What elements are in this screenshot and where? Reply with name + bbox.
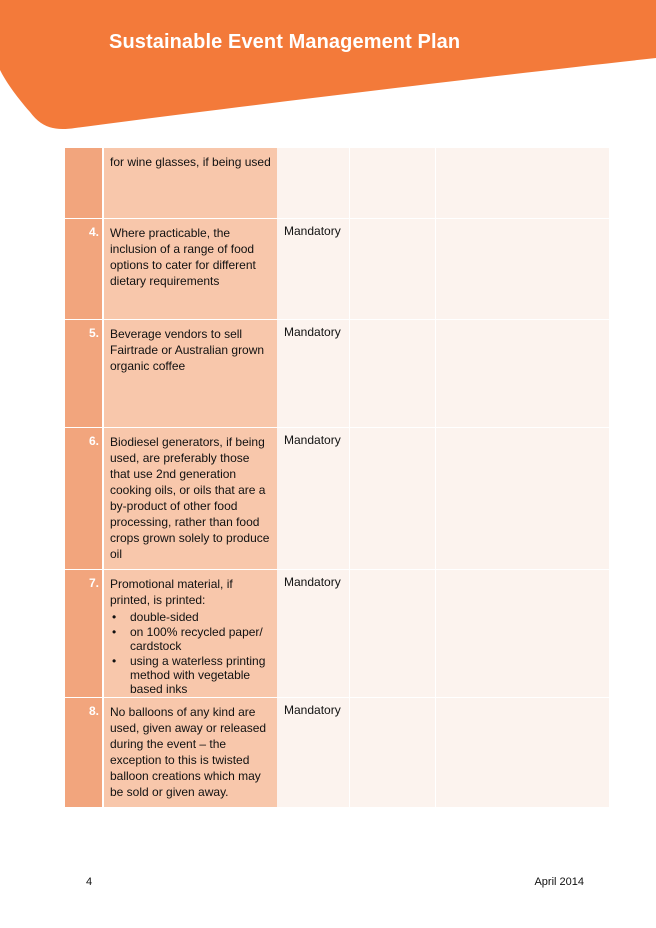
empty-cell [435, 697, 609, 807]
table-row [65, 148, 609, 218]
row-number: 4. [65, 218, 103, 319]
table-row [65, 427, 609, 569]
row-description: No balloons of any kind are used, given away or released during the event – the exception to this is twisted balloon creations which may be sold or given away. [103, 697, 277, 807]
empty-cell [349, 427, 435, 569]
list-item: • on 100% recycled paper/ cardstock [110, 625, 271, 653]
row-description: for wine glasses, if being used [103, 148, 277, 218]
row-number: 5. [65, 319, 103, 427]
row-number [65, 148, 103, 218]
empty-cell [349, 697, 435, 807]
row-requirement: Mandatory [277, 569, 349, 697]
table-row [65, 569, 609, 697]
page-number: 4 [86, 876, 93, 888]
list-item: • using a waterless printing method with vegetable based inks [110, 654, 271, 696]
row-requirement: Mandatory [277, 218, 349, 319]
row-number: 8. [65, 697, 103, 807]
requirements-table [65, 148, 609, 808]
table-row [65, 218, 609, 319]
empty-cell [435, 319, 609, 427]
empty-cell [349, 319, 435, 427]
empty-cell [349, 148, 435, 218]
table-row [65, 697, 609, 807]
empty-cell [435, 569, 609, 697]
row-description: Where practicable, the inclusion of a range of food options to cater for different dietary requirements [103, 218, 277, 319]
empty-cell [349, 218, 435, 319]
footer-date: April 2014 [534, 876, 584, 888]
row-requirement: Mandatory [277, 697, 349, 807]
page-title: Sustainable Event Management Plan [109, 31, 461, 53]
empty-cell [349, 569, 435, 697]
row-description: Beverage vendors to sell Fairtrade or Australian grown organic coffee [103, 319, 277, 427]
bullet-list [110, 610, 271, 696]
list-item: • double-sided [110, 610, 271, 624]
empty-cell [435, 218, 609, 319]
table-row [65, 319, 609, 427]
row-description: Biodiesel generators, if being used, are preferably those that use 2nd generation cooking oils, or oils that are a by-product of other food processing, rather than food crops grown solely to produce oil [103, 427, 277, 569]
row-number: 7. [65, 569, 103, 697]
empty-cell [435, 427, 609, 569]
empty-cell [435, 148, 609, 218]
row-number: 6. [65, 427, 103, 569]
row-requirement: Mandatory [277, 319, 349, 427]
header-banner [0, 0, 656, 135]
row-description: Promotional material, if printed, is printed: • double-sided • on 100% recycled paper/ cardstock • using a waterless printing method with vegetable based inks [103, 569, 277, 697]
row-requirement [277, 148, 349, 218]
row-requirement: Mandatory [277, 427, 349, 569]
